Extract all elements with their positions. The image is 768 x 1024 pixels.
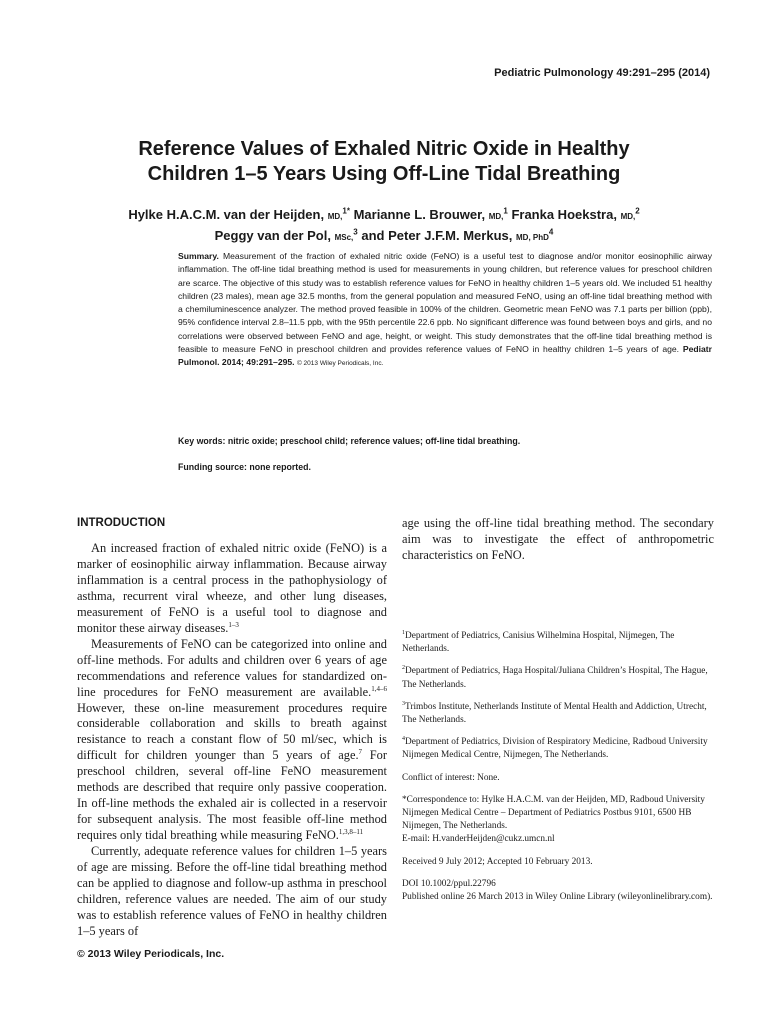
title-line-1: Reference Values of Exhaled Nitric Oxide in Healthy bbox=[138, 138, 630, 160]
article-footnotes bbox=[402, 630, 714, 913]
article-title bbox=[60, 137, 708, 187]
affiliation-2: $^2$Department of Pediatrics, Haga Hospital/Juliana Children’s Hospital, The Hague, The Netherlands. bbox=[402, 665, 708, 690]
intro-paragraph-3-continued: age using the off-line tidal breathing method. The secondary aim was to investigate the effect of anthropometric characteristics on FeNO. bbox=[402, 516, 714, 562]
keywords: Key words: nitric oxide; preschool child; reference values; off-line tidal breathing. bbox=[178, 436, 521, 446]
abstract-copyright: © 2013 Wiley Periodicals, Inc. bbox=[296, 360, 384, 368]
journal-citation-header: Pediatric Pulmonology 49:291–295 (2014) bbox=[494, 67, 710, 79]
author-1: Hylke H.A.C.M. van der Heijden, MD,$^{1*}$ bbox=[128, 206, 350, 222]
introduction-heading: INTRODUCTION bbox=[77, 517, 166, 529]
funding-source: Funding source: none reported. bbox=[178, 462, 311, 472]
received-accepted: Received 9 July 2012; Accepted 10 February 2013. bbox=[402, 856, 593, 867]
affiliation-4: $^4$Department of Pediatrics, Division of Respiratory Medicine, Radboud University Nijmegen Medical Centre, Nijmegen, The Netherlands. bbox=[402, 736, 708, 761]
doi: DOI 10.1002/ppul.22796 bbox=[402, 878, 496, 889]
author-3: Franka Hoekstra, MD,$^2$ bbox=[511, 206, 640, 222]
introduction-continued bbox=[402, 516, 714, 564]
affiliation-1: $^1$Department of Pediatrics, Canisius Wilhelmina Hospital, Nijmegen, The Netherlands. bbox=[402, 629, 675, 655]
correspondence-email: E-mail: H.vanderHeijden@cukz.umcn.nl bbox=[402, 834, 555, 845]
introduction-body bbox=[77, 541, 387, 940]
abstract-label: Summary. bbox=[178, 251, 219, 261]
abstract-citation: Pediatr Pulmonol. 2014; 49:291–295. bbox=[178, 344, 712, 368]
author-joiner: and bbox=[361, 228, 385, 243]
intro-paragraph-2: Measurements of FeNO can be categorized into online and off-line methods. For adults and children over 6 years of age recommendations and reference values for standardized on-line procedures for FeNO measurement are available.$^{1,4-6}$ However, these on-line measurement procedures require considerable collaboration and skills to breath against resistance to reach a constant flow of 50 ml/sec, which is difficult for children younger than 5 years of age.$^7$ For preschool children, several off-line FeNO measurement methods are described that require only passive cooperation. In off-line methods the exhaled air is collected in a reservoir for subsequent analysis. The most feasible off-line method requires only tidal breathing while measuring FeNO.$^{1,3,8-11}$ bbox=[77, 636, 387, 843]
abstract bbox=[178, 250, 712, 371]
author-list bbox=[60, 205, 708, 247]
correspondence: *Correspondence to: Hylke H.A.C.M. van der Heijden, MD, Radboud University Nijmegen Medical Centre – Department of Pediatrics Postbus 9101, 6500 HB Nijmegen, The Netherlands. E-mail: H.vanderHeijden@cukz.umcn.nl bbox=[402, 794, 705, 845]
author-5: Peter J.F.M. Merkus, MD, PhD$^4$ bbox=[388, 227, 554, 243]
publication-info: DOI 10.1002/ppul.22796 Published online 26 March 2013 in Wiley Online Library (wileyonlinelibrary.com). bbox=[402, 878, 713, 903]
author-2: Marianne L. Brouwer, MD,$^1$ bbox=[353, 206, 508, 222]
author-4: Peggy van der Pol, MSc,$^3$ bbox=[214, 227, 358, 243]
conflict-of-interest: Conflict of interest: None. bbox=[402, 772, 500, 783]
abstract-text: Measurement of the fraction of exhaled nitric oxide (FeNO) is a useful test to diagnose and/or monitor eosinophilic airway inflammation. The off-line tidal breathing method is used for measurements in young children, but reference values for preschool children are scarce. The objective of this study was to establish reference values for FeNO in healthy children 1–5 years old. We included 51 healthy children (23 males), mean age 32.5 months, from the general population and measured FeNO, using an off-line tidal breathing method with a chemiluminescence analyzer. The method proved feasible in 100% of the children. Geometric mean FeNO was 7.1 parts per billion (ppb), 95% confidence interval 2.8–11.5 ppb, with the 95th percentile 22.6 ppb. No significant difference was found between boys and girls, and no correlations were observed between FeNO and age, height, or weight. This study demonstrates that the off-line tidal breathing method is feasible to measure FeNO in preschool children and provides reference values of FeNO in healthy children 1–5 years of age. bbox=[178, 251, 713, 355]
intro-paragraph-1: An increased fraction of exhaled nitric oxide (FeNO) is a marker of eosinophilic airway inflammation. Because airway inflammation is a central process in the pathophysiology of asthma, recurrent viral wheeze, and other lung diseases, measurement of FeNO is a useful tool to diagnose and monitor these airway diseases.$^{1-3}$ bbox=[77, 541, 387, 635]
footer-copyright: © 2013 Wiley Periodicals, Inc. bbox=[77, 948, 225, 960]
intro-paragraph-3: Currently, adequate reference values for children 1–5 years of age are missing. Before the off-line tidal breathing method can be applied to diagnose and follow-up asthma in preschool children, reference values are needed. The aim of our study was to establish reference values of FeNO in healthy children 1–5 years of bbox=[77, 844, 387, 938]
affiliation-3: $^3$Trimbos Institute, Netherlands Institute of Mental Health and Addiction, Utrecht, The Netherlands. bbox=[402, 700, 707, 726]
title-line-2: Children 1–5 Years Using Off-Line Tidal Breathing bbox=[147, 163, 621, 185]
